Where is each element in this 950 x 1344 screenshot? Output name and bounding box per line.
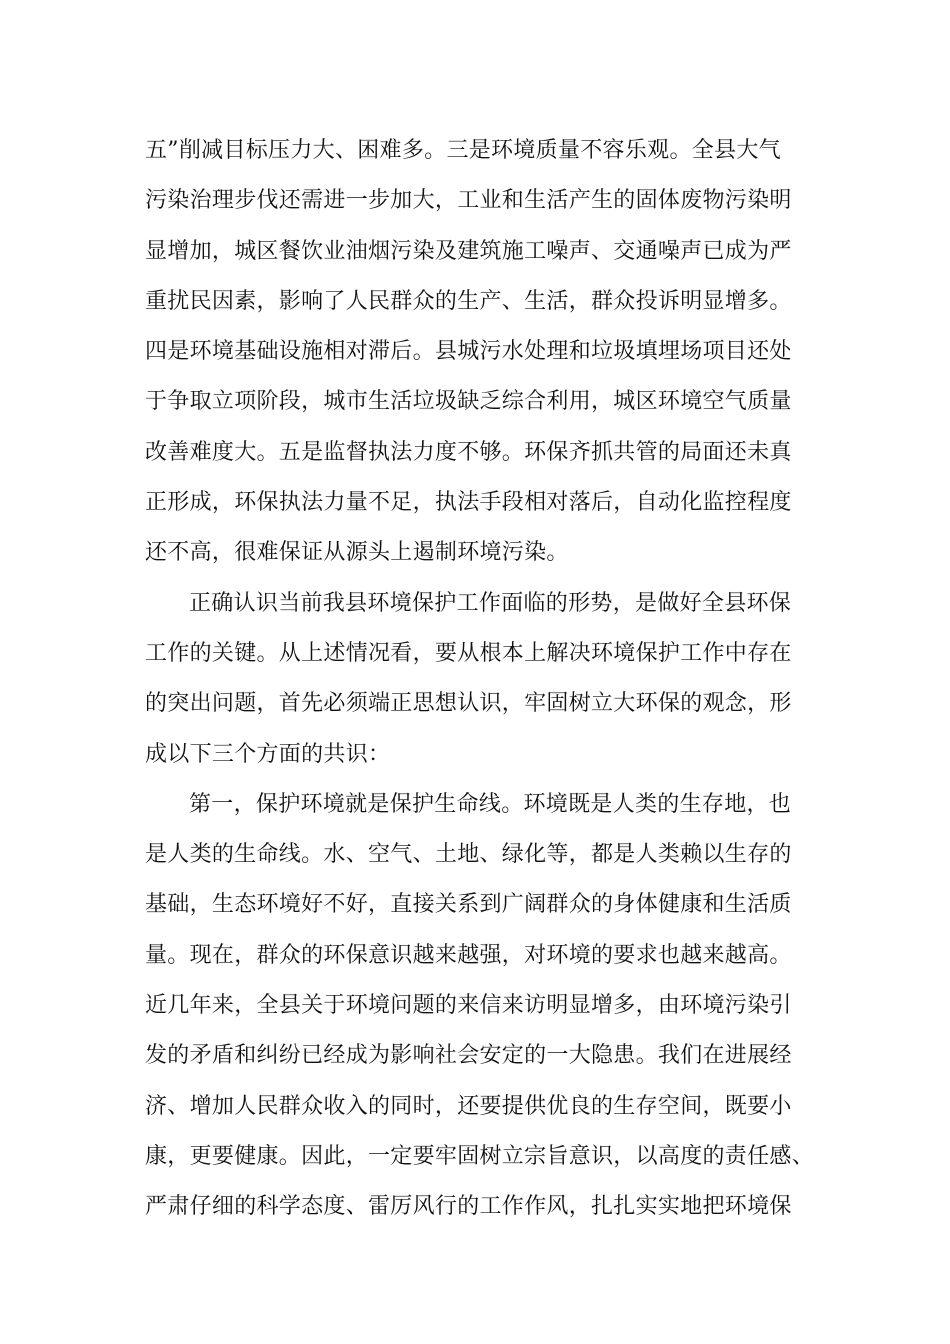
- text-line: 于争取立项阶段，城市生活垃圾缺乏综合利用，城区环境空气质量: [145, 389, 792, 415]
- text-line: 工作的关键。从上述情况看，要从根本上解决环境保护工作中存在: [145, 640, 792, 666]
- paragraph-first-line: 第一，保护环境就是保护生命线。环境既是人类的生存地，也: [189, 791, 792, 817]
- text-line: 改善难度大。五是监督执法力度不够。环保齐抓共管的局面还未真: [145, 439, 792, 465]
- text-line: 严肃仔细的科学态度、雷厉风行的工作作风，扎扎实实地把环境保: [145, 1194, 792, 1220]
- text-line: 五”削减目标压力大、困难多。三是环境质量不容乐观。全县大气: [145, 138, 781, 163]
- text-line: 正形成，环保执法力量不足，执法手段相对落后，自动化监控程度: [145, 490, 792, 516]
- text-line: 基础，生态环境好不好，直接关系到广阔群众的身体健康和生活质: [145, 892, 792, 918]
- document-body: [145, 126, 825, 1233]
- text-line: 显增加，城区餐饮业油烟污染及建筑施工噪声、交通噪声已成为严: [145, 238, 792, 264]
- text-line: 污染治理步伐还需进一步加大，工业和生活产生的固体废物污染明: [145, 188, 792, 214]
- text-line: 发的矛盾和纠纷已经成为影响社会安定的一大隐患。我们在进展经: [145, 1043, 792, 1069]
- paragraph-first-line: 正确认识当前我县环境保护工作面临的形势，是做好全县环保: [189, 590, 792, 616]
- text-line: 近几年来，全县关于环境问题的来信来访明显增多，由环境污染引: [145, 993, 792, 1019]
- text-line: 康，更要健康。因此，一定要牢固树立宗旨意识，以高度的责任感、: [145, 1143, 815, 1169]
- text-line: 四是环境基础设施相对滞后。县城污水处理和垃圾填埋场项目还处: [145, 339, 792, 365]
- text-line: 还不高，很难保证从源头上遏制环境污染。: [145, 540, 569, 566]
- text-line: 成以下三个方面的共识：: [145, 741, 391, 767]
- text-line: 济、增加人民群众收入的同时，还要提供优良的生存空间，既要小: [145, 1093, 792, 1119]
- text-line: 的突出问题，首先必须端正思想认识，牢固树立大环保的观念，形: [145, 691, 792, 717]
- text-line: 是人类的生命线。水、空气、土地、绿化等，都是人类赖以生存的: [145, 842, 792, 868]
- text-line: 量。现在，群众的环保意识越来越强，对环境的要求也越来越高。: [145, 942, 792, 968]
- text-line: 重扰民因素，影响了人民群众的生产、生活，群众投诉明显增多。: [145, 288, 792, 314]
